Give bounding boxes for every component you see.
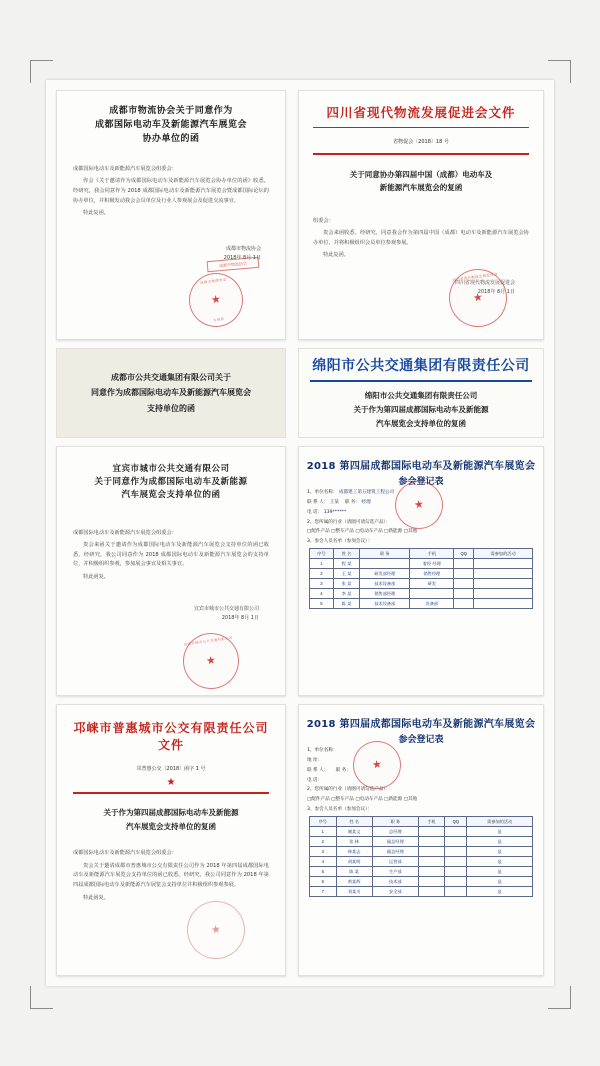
doc2-divider-rule <box>313 153 529 155</box>
doc6-r1c1: 王 某 <box>333 569 360 579</box>
table-row <box>310 559 533 569</box>
doc6-field-phone-value: 139****** <box>323 509 347 515</box>
doc8-r5c2: 技术部 <box>372 877 418 887</box>
doc1-title-line-1: 成都市物流协会关于同意作为 <box>109 106 233 116</box>
table-row <box>310 887 533 897</box>
doc8-attendee-table <box>309 816 533 897</box>
document-yibin-public-transport[interactable] <box>56 446 286 696</box>
crop-mark-bottom-left <box>30 986 53 1009</box>
doc8-field-contact <box>307 767 535 774</box>
doc1-signature-date: 2018年 8月 1日 <box>223 254 261 261</box>
doc6-r0c4 <box>454 559 474 569</box>
doc4-title-line-2: 关于作为第四届成都国际电动车及新能源 <box>353 404 489 414</box>
doc5-paragraph-2: 特此函复。 <box>83 574 109 581</box>
doc6-r2c2: 技术设备部 <box>360 579 410 589</box>
doc1-round-seal <box>186 270 247 331</box>
document-sheet <box>46 80 554 986</box>
doc6-r2c5 <box>474 579 533 589</box>
doc7-paragraph-2: 特此函复。 <box>83 894 109 901</box>
doc6-r3c4 <box>454 589 474 599</box>
doc5-seal-top-text: 宜宾市城市公共交通有限公司 <box>183 635 233 647</box>
doc3-title-line-3: 支持单位的函 <box>147 403 195 413</box>
doc6-r1c2: 研发部经理 <box>360 569 410 579</box>
doc8-th-4: QQ <box>445 817 467 827</box>
doc7-seal-star-icon: ★ <box>210 922 222 937</box>
doc5-title-line-3: 汽车展览会支持单位的函 <box>121 490 221 501</box>
doc8-form-title: 2018 第四届成都国际电动车及新能源汽车展览会 <box>306 719 536 730</box>
doc1-signature-org: 成都市物流协会 <box>225 245 261 252</box>
doc6-th-1: 姓 名 <box>333 549 360 559</box>
doc3-title-line-2: 同意作为成都国际电动车及新能源汽车展览会 <box>91 388 251 398</box>
doc2-title-line-1: 关于同意协办第四届中国（成都）电动车及 <box>349 170 493 179</box>
doc7-paragraph-1: 贵会关于邀请成都市普惠城市公交有限责任公司作为 2018 年第四届成都国际电动车及新能源汽车展览会支持单位的函已收悉。经研究，我公司同意作为 2018 年第四届成都国际电动车及新能源汽车展览会支持单位并积极组织参观参展。 <box>73 862 269 888</box>
doc8-r5c1: 黄某辉 <box>336 877 372 887</box>
doc6-r2c4 <box>454 579 474 589</box>
doc6-table-header-row <box>310 549 533 559</box>
doc8-r2c4 <box>445 847 467 857</box>
doc7-round-seal <box>183 897 249 963</box>
table-row <box>310 837 533 847</box>
doc5-round-seal <box>179 629 242 692</box>
doc8-field-industry-label: 2、您所属的行业（请圈可请勾选产品）： <box>307 787 391 793</box>
doc8-r0c5: 是 <box>467 827 533 837</box>
doc1-seal-top-text: 成都市物流协会 <box>199 277 227 286</box>
doc8-field-industry-options[interactable]: □配件产品 □整车产品 □电动车产品 □新能源 □其他 <box>307 797 418 803</box>
doc6-r4c1: 陈 某 <box>333 599 360 609</box>
doc6-r3c2: 销售部经理 <box>360 589 410 599</box>
doc8-r4c5: 是 <box>467 867 533 877</box>
doc7-title-line-1: 关于作为第四届成都国际电动车及新能源 <box>103 808 239 817</box>
doc8-field-position-label: 职 务： <box>335 767 351 773</box>
doc6-field-attendees-label: 3、参会人员名单（参加会议）： <box>307 539 372 545</box>
table-row <box>310 847 533 857</box>
doc1-seal-star-icon: ★ <box>210 292 222 307</box>
table-row <box>310 827 533 837</box>
doc6-field-contact-label: 联 系 人： <box>307 500 329 506</box>
doc8-field-unit-name-label: 1、单位名称： <box>307 748 338 754</box>
doc8-field-address <box>307 757 535 764</box>
doc2-paragraph-2: 特此复函。 <box>323 252 349 259</box>
doc6-r2c0: 3 <box>310 579 334 589</box>
document-qionglai-puhui-bus[interactable] <box>56 704 286 976</box>
doc8-field-phone-label: 电 话： <box>307 777 323 783</box>
doc2-header-rule <box>313 127 529 128</box>
doc8-r0c0: 1 <box>310 827 337 837</box>
doc8-r4c2: 生产部 <box>372 867 418 877</box>
doc8-field-phone <box>307 777 535 784</box>
doc1-seal-bottom-text: 专用章 <box>212 317 225 323</box>
doc6-field-contact-value: 王某 <box>329 500 339 506</box>
doc8-r5c0: 6 <box>310 877 337 887</box>
doc7-red-star-icon: ★ <box>166 777 176 788</box>
doc2-round-seal <box>445 265 511 331</box>
doc7-red-header: 邛崃市普惠城市公交有限责任公司文件 <box>73 721 269 752</box>
doc8-r2c5: 是 <box>467 847 533 857</box>
doc6-r3c5 <box>474 589 533 599</box>
doc8-field-attendees-label: 3、参会人员名单（参加会议）： <box>307 806 372 812</box>
doc8-field-address-label: 地 址： <box>307 758 323 764</box>
doc1-addressee: 成都国际电动车及新能源汽车展览会组委会： <box>73 165 177 172</box>
doc8-r3c2: 运营部 <box>372 857 418 867</box>
doc6-r0c0: 1 <box>310 559 334 569</box>
table-row <box>310 867 533 877</box>
doc6-field-unit-name-label: 1、单位名称： <box>307 490 338 496</box>
doc8-r2c3 <box>418 847 445 857</box>
doc8-round-seal <box>350 738 404 792</box>
doc8-form-subtitle: 参会登记表 <box>398 735 444 745</box>
doc6-r0c5 <box>474 559 533 569</box>
doc6-r2c3: 研发 <box>410 579 454 589</box>
document-registration-form-2[interactable] <box>298 704 544 976</box>
doc8-r6c0: 7 <box>310 887 337 897</box>
doc8-r4c4 <box>445 867 467 877</box>
doc8-r3c5: 是 <box>467 857 533 867</box>
doc8-th-5: 需参加的活动 <box>467 817 533 827</box>
doc6-field-phone-label: 电 话： <box>307 509 323 515</box>
doc5-seal-star-icon: ★ <box>205 653 217 668</box>
doc7-title-line-2: 汽车展览会支持单位的复函 <box>126 821 216 831</box>
table-row <box>310 857 533 867</box>
doc8-field-contact-label: 联 系 人： <box>307 767 329 773</box>
doc2-seal-top-text: 四川省现代物流发展促进会 <box>452 272 498 283</box>
doc6-th-0: 序号 <box>310 549 334 559</box>
document-sichuan-modern-logistics[interactable] <box>298 90 544 340</box>
table-row <box>310 877 533 887</box>
doc6-r2c1: 张 某 <box>333 579 360 589</box>
doc8-th-0: 序号 <box>310 817 337 827</box>
doc2-title-line-2: 新能源汽车展览会的复函 <box>379 182 463 192</box>
doc6-r1c3: 销售经理 <box>410 569 454 579</box>
doc2-sign-org: 四川省现代物流发展促进会 <box>454 280 515 286</box>
table-row <box>310 589 533 599</box>
doc8-r5c3 <box>418 877 445 887</box>
doc3-title-line-1: 成都市公共交通集团有限公司关于 <box>111 373 231 383</box>
doc8-r0c3 <box>418 827 445 837</box>
doc6-attendee-table <box>309 548 533 609</box>
document-mianyang-public-transport[interactable] <box>298 348 544 438</box>
doc8-r2c0: 3 <box>310 847 337 857</box>
table-row <box>310 569 533 579</box>
doc8-r3c0: 4 <box>310 857 337 867</box>
doc6-field-industry-label: 2、您所属的行业（请圈可请勾选产品）： <box>307 519 391 525</box>
doc8-r3c1: 胡某明 <box>336 857 372 867</box>
doc6-r3c3 <box>410 589 454 599</box>
doc1-title-line-2: 成都国际电动车及新能源汽车展览会 <box>94 119 247 130</box>
doc6-field-unit-name-value: 成都建工第五建筑工程公司 <box>338 490 395 496</box>
doc8-r0c2: 总经理 <box>372 827 418 837</box>
doc4-title-line-3: 汽车展览会支持单位的复函 <box>376 418 466 428</box>
doc5-title-line-1: 宜宾市城市公共交通有限公司 <box>112 464 230 474</box>
doc8-field-unit-name <box>307 747 535 754</box>
doc5-sign-org: 宜宾市城市公共交通有限公司 <box>193 605 259 612</box>
doc6-r4c3: 设备部 <box>410 599 454 609</box>
doc6-r3c1: 李 某 <box>333 589 360 599</box>
doc8-r4c1: 陈 某 <box>336 867 372 877</box>
doc7-divider-rule <box>73 792 269 794</box>
doc6-form-subtitle: 参会登记表 <box>398 477 444 487</box>
doc2-paragraph-1: 贵会来函收悉。经研究，同意我会作为第四届中国（成都）电动车及新能源汽车展览会协办单位，并将积极组织会员单位参观参展。 <box>313 230 529 246</box>
doc2-document-number: 省物促会〔2018〕18 号 <box>393 139 449 145</box>
doc8-r1c5: 是 <box>467 837 533 847</box>
doc6-r1c5 <box>474 569 533 579</box>
doc6-field-position-value: 经理 <box>361 500 371 506</box>
doc8-th-2: 职 务 <box>372 817 418 827</box>
doc8-r6c1: 刘某川 <box>336 887 372 897</box>
doc4-header-rule <box>310 380 533 382</box>
doc6-r3c0: 4 <box>310 589 334 599</box>
doc2-addressee: 组委会： <box>313 217 334 224</box>
doc6-form-title: 2018 第四届成都国际电动车及新能源汽车展览会 <box>306 461 536 472</box>
doc8-r1c3 <box>418 837 445 847</box>
doc8-r5c4 <box>445 877 467 887</box>
doc1-paragraph-1: 你会《关于邀请作为成都国际电动车及新能源汽车展览会协办单位的函》收悉。经研究，我会同意作为 2018 成都国际电动车及新能源汽车展览会暨成都国际论坛的协办单位，并积极发动我会会员单位及行业人参观展会及促进交流事宜。 <box>73 178 269 204</box>
doc8-r6c3 <box>418 887 445 897</box>
doc6-r4c2: 技术设备部 <box>360 599 410 609</box>
doc4-title-line-1: 绵阳市公共交通集团有限责任公司 <box>364 390 478 400</box>
doc8-r0c4 <box>445 827 467 837</box>
doc8-r0c1: 谢某文 <box>336 827 372 837</box>
doc8-r2c2: 副总经理 <box>372 847 418 857</box>
doc5-sign-date: 2018年 8月 1日 <box>221 614 259 621</box>
doc8-r5c5: 是 <box>467 877 533 887</box>
doc6-r0c1: 程 某 <box>333 559 360 569</box>
doc8-r2c1: 林某志 <box>336 847 372 857</box>
doc8-table-header-row <box>310 817 533 827</box>
doc1-square-stamp-label: 成都市物流协会 <box>218 260 248 269</box>
document-chengdu-logistics-association[interactable] <box>56 90 286 340</box>
doc5-addressee: 成都国际电动车及新能源汽车展览会组委会： <box>73 529 177 536</box>
table-row <box>310 579 533 589</box>
crop-mark-bottom-right <box>548 986 571 1009</box>
doc6-th-2: 职 务 <box>360 549 410 559</box>
doc2-red-header: 四川省现代物流发展促进会文件 <box>326 105 516 120</box>
doc6-r4c0: 5 <box>310 599 334 609</box>
doc8-r6c4 <box>445 887 467 897</box>
doc8-r4c3 <box>418 867 445 877</box>
doc8-r6c5: 是 <box>467 887 533 897</box>
doc6-field-position-label: 职 务： <box>344 500 361 506</box>
doc5-paragraph-1: 贵会来函关于邀请作为成都国际电动车及新能源汽车展览会支持单位的函已收悉。经研究，我公司同意作为 2018 成都国际电动车及新能源汽车展览会的支持单位，并积极组织参观，参加展会事宜及相关事宜。 <box>73 542 269 568</box>
doc7-document-number: 邛普惠公交〔2018〕函字 1 号 <box>136 766 206 772</box>
doc8-r1c1: 张 林 <box>336 837 372 847</box>
doc7-addressee: 成都国际电动车及新能源汽车展览会组委会： <box>73 850 177 856</box>
doc8-th-1: 姓 名 <box>336 817 372 827</box>
doc6-r1c4 <box>454 569 474 579</box>
document-chengdu-public-transport-group[interactable] <box>56 348 286 438</box>
doc6-th-3: 手机 <box>410 549 454 559</box>
table-row <box>310 599 533 609</box>
document-registration-form-1[interactable] <box>298 446 544 696</box>
doc6-field-industry-options[interactable]: □配件产品 □整车产品 □电动车产品 □新能源 □其他 <box>307 529 418 535</box>
doc8-r1c4 <box>445 837 467 847</box>
doc8-r1c2: 副总经理 <box>372 837 418 847</box>
doc8-r6c2: 安全部 <box>372 887 418 897</box>
doc1-paragraph-2: 特此复函。 <box>83 210 109 217</box>
doc8-seal-star-icon: ★ <box>371 757 383 772</box>
doc6-th-5: 需参加的活动 <box>474 549 533 559</box>
doc8-r3c4 <box>445 857 467 867</box>
doc6-r4c5 <box>474 599 533 609</box>
doc8-r1c0: 2 <box>310 837 337 847</box>
doc4-blue-header: 绵阳市公共交通集团有限责任公司 <box>312 358 530 375</box>
doc8-r4c0: 5 <box>310 867 337 877</box>
doc6-r4c4 <box>454 599 474 609</box>
doc6-r1c0: 2 <box>310 569 334 579</box>
doc2-sign-date: 2018年 8月 1日 <box>477 289 515 295</box>
doc6-th-4: QQ <box>454 549 474 559</box>
doc2-seal-star-icon: ★ <box>472 290 484 305</box>
doc6-r0c3: 着经 经理 <box>410 559 454 569</box>
doc6-r0c2 <box>360 559 410 569</box>
doc8-r3c3 <box>418 857 445 867</box>
doc6-seal-star-icon: ★ <box>413 497 425 512</box>
doc1-title-line-3: 协办单位的函 <box>142 133 200 144</box>
doc5-title-line-2: 关于同意作为成都国际电动车及新能源 <box>94 477 248 488</box>
doc8-th-3: 手机 <box>418 817 445 827</box>
